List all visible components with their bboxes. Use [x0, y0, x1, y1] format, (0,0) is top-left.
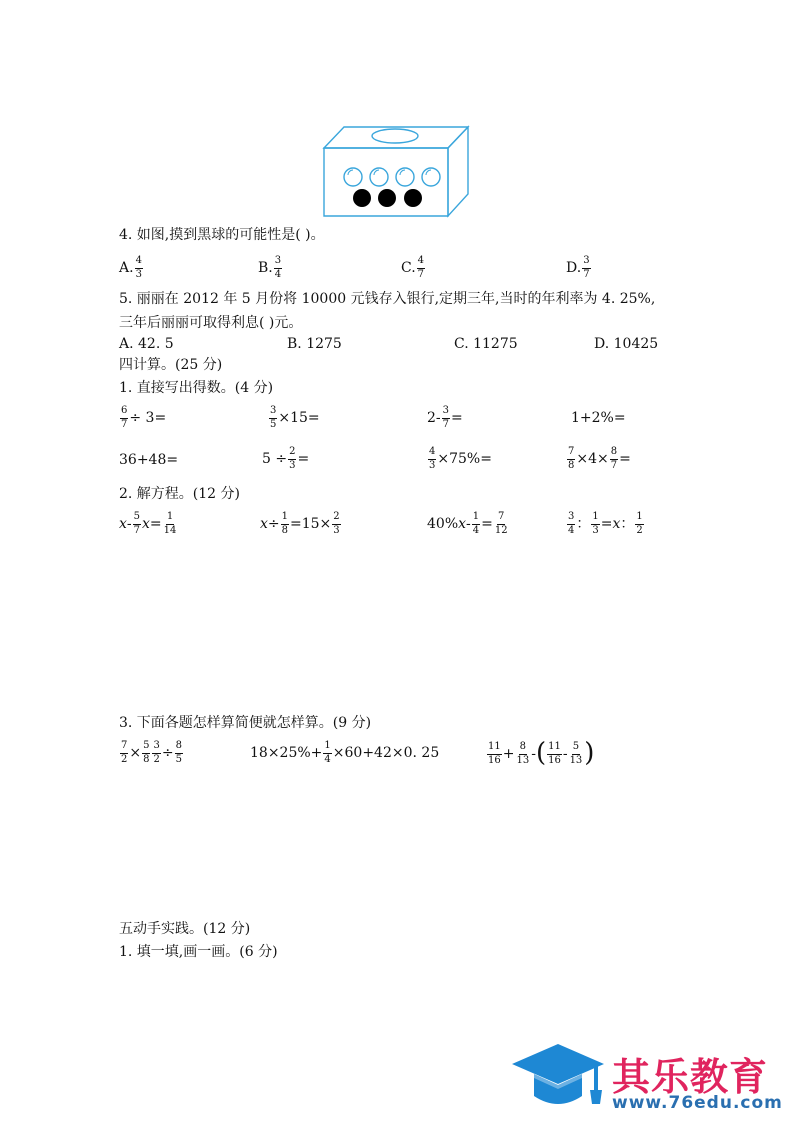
- denominator: 3: [135, 268, 142, 280]
- fraction: [472, 512, 480, 536]
- numerator: 7: [120, 741, 128, 754]
- denominator: 3: [592, 524, 599, 536]
- math-term: 2-: [427, 410, 441, 426]
- math-term: B.: [258, 260, 273, 276]
- math-term: =15×: [290, 516, 332, 532]
- fraction: [582, 256, 590, 280]
- numerator: 1: [166, 512, 174, 525]
- fraction: [515, 742, 530, 766]
- simplify-a: [119, 741, 184, 765]
- math-term: -: [126, 516, 132, 532]
- denominator: 4: [274, 268, 282, 280]
- math-term: 5 ÷: [262, 451, 288, 467]
- fraction: [417, 256, 425, 280]
- q4-option-c[interactable]: [401, 256, 426, 280]
- fraction: [142, 741, 150, 765]
- q4-option-d[interactable]: [566, 256, 592, 280]
- calc-1c: [427, 406, 463, 430]
- q5-line2: 三年后丽丽可取得利息( )元。: [119, 315, 303, 331]
- numerator: 3: [269, 406, 277, 419]
- denominator: 3: [333, 524, 340, 536]
- math-term: -: [466, 516, 471, 532]
- section4-title: 四计算。(25 分): [119, 357, 223, 373]
- black-ball: [404, 189, 422, 207]
- fraction: [175, 741, 183, 765]
- math-term: x: [142, 516, 150, 532]
- numerator: 1: [635, 512, 643, 525]
- section5-part1-title: 1. 填一填,画一画。(6 分): [119, 944, 278, 960]
- numerator: 11: [547, 742, 562, 755]
- numerator: 3: [442, 406, 450, 419]
- math-term: x: [119, 516, 127, 532]
- ball-box-figure: [318, 120, 478, 220]
- q5-line1: 5. 丽丽在 2012 年 5 月份将 10000 元钱存入银行,定期三年,当时的年利率为 4. 25%,: [119, 291, 656, 307]
- numerator: 3: [567, 512, 575, 525]
- denominator: 8: [143, 753, 150, 765]
- numerator: 1: [323, 741, 331, 754]
- q5-option-b[interactable]: B. 1275: [287, 336, 342, 352]
- math-term: +: [502, 746, 515, 762]
- math-term: ×: [129, 745, 142, 761]
- white-balls: [344, 168, 440, 186]
- numerator: 4: [135, 256, 143, 269]
- numerator: 7: [497, 512, 505, 525]
- fraction: [152, 741, 160, 765]
- math-term: 18×25%+: [250, 745, 323, 761]
- fraction: [281, 512, 289, 536]
- numerator: 11: [487, 742, 502, 755]
- equation-c: [427, 512, 510, 536]
- denominator: 8: [281, 524, 289, 536]
- fraction: [135, 256, 143, 280]
- math-term: 1+2%=: [571, 410, 626, 426]
- denominator: 3: [289, 459, 296, 471]
- calc-1e: [119, 453, 178, 467]
- math-term: ÷: [267, 516, 280, 532]
- denominator: 4: [324, 753, 331, 765]
- denominator: 2: [153, 753, 160, 765]
- math-term: ：: [620, 516, 635, 532]
- calc-1d: [571, 411, 626, 425]
- math-term: =: [481, 516, 493, 532]
- q4-stem: 4. 如图,摸到黑球的可能性是( )。: [119, 227, 325, 243]
- denominator: 7: [417, 268, 425, 280]
- numerator: 5: [572, 742, 580, 755]
- calc-1b: [268, 406, 320, 430]
- math-term: x: [260, 516, 268, 532]
- denominator: 3: [429, 459, 436, 471]
- numerator: 1: [281, 512, 289, 525]
- numerator: 3: [582, 256, 590, 269]
- math-term: ×15=: [278, 410, 320, 426]
- fraction: [120, 406, 128, 430]
- numerator: 1: [591, 512, 599, 525]
- section4-part1-title: 1. 直接写出得数。(4 分): [119, 380, 274, 396]
- numerator: 3: [274, 256, 282, 269]
- math-term: D.: [566, 260, 582, 276]
- math-term: C.: [401, 260, 416, 276]
- numerator: 1: [472, 512, 480, 525]
- math-term: -: [531, 746, 536, 762]
- math-term: ：: [576, 516, 591, 532]
- denominator: 7: [610, 459, 618, 471]
- fraction: [487, 742, 502, 766]
- math-term: ×75%=: [437, 451, 492, 467]
- fraction: [635, 512, 643, 536]
- numerator: 8: [519, 742, 527, 755]
- q4-option-b[interactable]: [258, 256, 283, 280]
- fraction: [567, 447, 575, 471]
- math-term: -: [562, 746, 568, 762]
- black-balls: [353, 189, 422, 207]
- math-term: ×4×: [576, 451, 609, 467]
- math-term: (: [535, 738, 547, 768]
- denominator: 13: [516, 754, 530, 766]
- numerator: 5: [142, 741, 150, 754]
- black-ball: [378, 189, 396, 207]
- numerator: 8: [610, 447, 618, 460]
- white-ball: [422, 168, 440, 186]
- numerator: 2: [288, 447, 296, 460]
- math-term: =: [600, 516, 613, 532]
- fraction: [120, 741, 128, 765]
- denominator: 16: [488, 754, 501, 766]
- denominator: 13: [569, 754, 583, 766]
- denominator: 16: [548, 754, 561, 766]
- fraction: [274, 256, 282, 280]
- brand-url[interactable]: www.76edu.com: [612, 1093, 783, 1113]
- math-term: x: [458, 516, 467, 532]
- fraction: [163, 512, 178, 536]
- denominator: 7: [121, 418, 128, 430]
- simplify-c: [486, 738, 595, 768]
- fraction: [288, 447, 296, 471]
- math-term: 40%: [427, 516, 459, 532]
- brand-name: 其乐教育: [612, 1055, 769, 1099]
- graduation-cap-icon: [508, 1042, 608, 1114]
- calc-1f: [262, 447, 309, 471]
- fraction: [323, 741, 331, 765]
- calc-1h: [566, 447, 631, 471]
- section5-title: 五动手实践。(12 分): [119, 921, 251, 937]
- denominator: 7: [133, 524, 141, 536]
- denominator: 4: [472, 524, 480, 536]
- fraction: [591, 512, 599, 536]
- math-term: ×60+42×0. 25: [332, 745, 440, 761]
- denominator: 8: [568, 459, 575, 471]
- math-term: 36+48=: [119, 452, 179, 468]
- math-term: x: [612, 516, 621, 532]
- numerator: 7: [567, 447, 575, 460]
- fraction: [428, 447, 436, 471]
- section4-part2-title: 2. 解方程。(12 分): [119, 486, 240, 502]
- fraction: [269, 406, 277, 430]
- math-term: =: [619, 451, 631, 467]
- math-term: ÷ 3=: [129, 410, 167, 426]
- numerator: 4: [417, 256, 425, 269]
- white-ball: [344, 168, 362, 186]
- denominator: 2: [121, 753, 128, 765]
- denominator: 12: [494, 524, 508, 536]
- denominator: 5: [270, 418, 277, 430]
- math-term: ÷: [161, 745, 174, 761]
- q5-option-a[interactable]: A. 42. 5: [119, 336, 174, 352]
- fraction: [133, 512, 141, 536]
- calc-1a: [119, 406, 166, 430]
- denominator: 7: [583, 268, 590, 280]
- fraction: [547, 742, 562, 766]
- math-term: ): [584, 738, 595, 768]
- fraction: [442, 406, 450, 430]
- fraction: [610, 447, 618, 471]
- denominator: 4: [568, 524, 575, 536]
- numerator: 8: [175, 741, 183, 754]
- denominator: 7: [442, 418, 450, 430]
- fraction: [567, 512, 575, 536]
- equation-a: [119, 512, 178, 536]
- denominator: 5: [175, 753, 182, 765]
- math-term: A.: [119, 260, 134, 276]
- fraction: [332, 512, 340, 536]
- section4-part3-title: 3. 下面各题怎样算简便就怎样算。(9 分): [119, 715, 372, 731]
- math-term: =: [297, 451, 310, 467]
- numerator: 3: [152, 741, 160, 754]
- black-ball: [353, 189, 371, 207]
- q4-option-a[interactable]: [119, 256, 144, 280]
- white-ball: [370, 168, 388, 186]
- numerator: 2: [332, 512, 340, 525]
- fraction: [494, 512, 509, 536]
- numerator: 4: [428, 447, 436, 460]
- calc-1g: [427, 447, 492, 471]
- brand-logo[interactable]: [508, 1038, 788, 1118]
- fraction: [569, 742, 584, 766]
- white-ball: [396, 168, 414, 186]
- q5-option-d[interactable]: D. 10425: [594, 336, 659, 352]
- equation-b: [260, 512, 342, 536]
- numerator: 5: [133, 512, 141, 525]
- denominator: 14: [163, 524, 177, 536]
- q5-option-c[interactable]: C. 11275: [454, 336, 518, 352]
- math-term: =: [451, 410, 463, 426]
- math-term: =: [149, 516, 162, 532]
- equation-d: [566, 512, 645, 536]
- denominator: 2: [636, 524, 643, 536]
- numerator: 6: [120, 406, 128, 419]
- simplify-b: [250, 741, 439, 765]
